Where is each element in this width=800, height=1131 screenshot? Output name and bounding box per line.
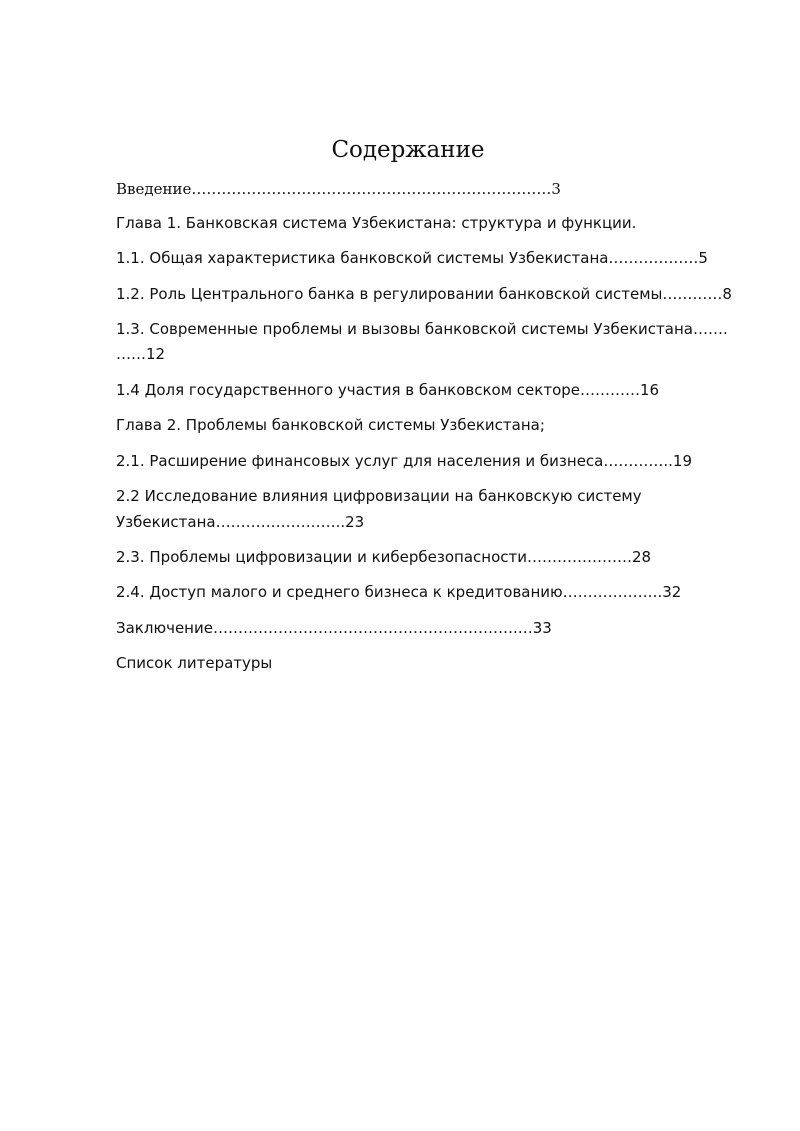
toc-entry-conclusion: Заключение…………………………………………………….…33 [116,619,552,637]
toc-entry-1-2: 1.2. Роль Центрального банка в регулировании банковской системы…………8 [116,285,732,303]
toc-entry-1-3-line2: ……12 [116,345,166,363]
toc-entry-references: Список литературы [116,654,273,672]
toc-entry-1-1: 1.1. Общая характеристика банковской системы Узбекистана………………5 [116,249,708,267]
toc-entry-1-3-line1: 1.3. Современные проблемы и вызовы банковской системы Узбекистана……. [116,320,728,338]
toc-entry-2-2-line2: Узбекистана……………………..23 [116,513,365,531]
toc-entry-2-1: 2.1. Расширение финансовых услуг для населения и бизнеса…………..19 [116,452,692,470]
toc-entry-introduction: Введение………………………………………………………………3 [116,180,561,198]
toc-entry-1-4: 1.4 Доля государственного участия в банковском секторе…………16 [116,381,660,399]
page-title: Содержание [331,137,485,163]
toc-entry-chapter-1: Глава 1. Банковская система Узбекистана: структура и функции. [116,214,637,232]
toc-entry-2-4: 2.4. Доступ малого и среднего бизнеса к кредитованию………………..32 [116,583,682,601]
toc-entry-chapter-2: Глава 2. Проблемы банковской системы Узбекистана; [116,416,545,434]
toc-entry-2-3: 2.3. Проблемы цифровизации и кибербезопасности…………………28 [116,548,652,566]
toc-entry-2-2-line1: 2.2 Исследование влияния цифровизации на банковскую систему [116,487,642,505]
